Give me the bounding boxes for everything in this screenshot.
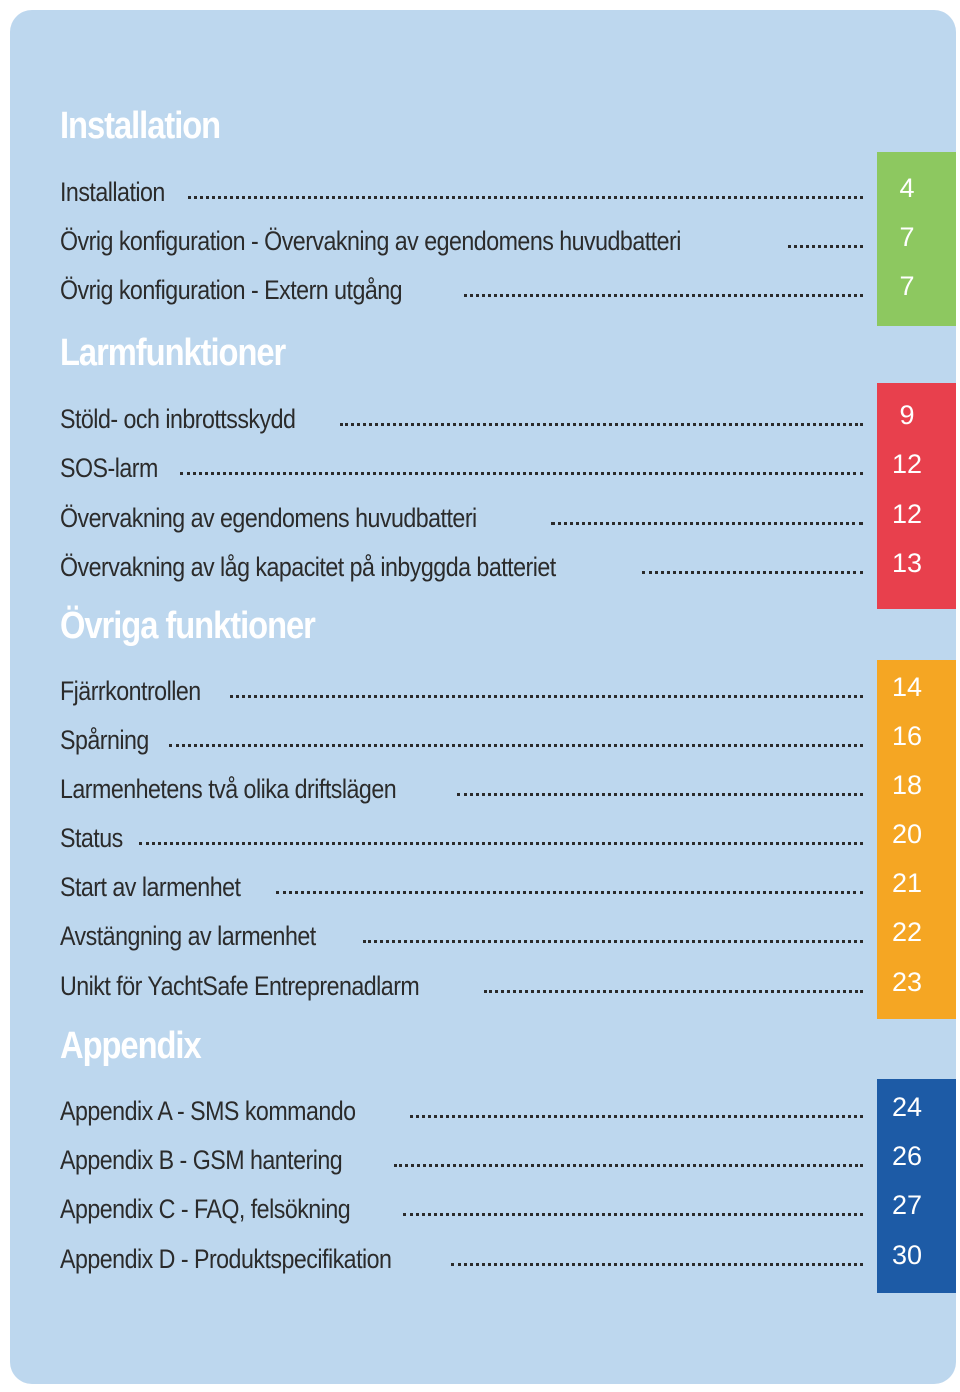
- toc-entry[interactable]: [60, 814, 863, 854]
- toc-entry[interactable]: [60, 716, 863, 756]
- toc-entry-label: Installation: [60, 177, 165, 207]
- toc-entry-label: Appendix D - Produktspecifikation: [60, 1244, 392, 1274]
- toc-entry[interactable]: [60, 765, 863, 805]
- toc-page-number: 14: [891, 672, 923, 702]
- leader-dots: [180, 472, 863, 475]
- toc-entry[interactable]: [60, 1185, 863, 1225]
- toc-entry-label: Övervakning av egendomens huvudbatteri: [60, 503, 477, 533]
- toc-entry[interactable]: [60, 444, 863, 484]
- section-title-appendix: Appendix: [60, 1025, 201, 1067]
- leader-dots: [363, 940, 863, 943]
- toc-page-number: 23: [891, 967, 923, 997]
- toc-entry[interactable]: [60, 1136, 863, 1176]
- toc-entry[interactable]: [60, 962, 863, 1002]
- leader-dots: [788, 245, 863, 248]
- leader-dots: [410, 1115, 863, 1118]
- toc-entry-label: Fjärrkontrollen: [60, 676, 201, 706]
- toc-page-number: 4: [899, 173, 915, 203]
- toc-entry[interactable]: [60, 395, 863, 435]
- toc-entry-label: Övervakning av låg kapacitet på inbyggda batteriet: [60, 552, 556, 582]
- toc-entry-label: Övrig konfiguration - Extern utgång: [60, 275, 403, 305]
- toc-page-number: 16: [891, 721, 923, 751]
- toc-page-number: 12: [891, 449, 923, 479]
- toc-entry-label: Start av larmenhet: [60, 872, 241, 902]
- leader-dots: [484, 990, 863, 993]
- leader-dots: [340, 423, 863, 426]
- toc-entry-label: Larmenhetens två olika driftslägen: [60, 774, 397, 804]
- toc-entry-label: Stöld- och inbrottsskydd: [60, 404, 296, 434]
- toc-entry[interactable]: [60, 494, 863, 534]
- leader-dots: [276, 891, 863, 894]
- leader-dots: [169, 744, 863, 747]
- toc-page-number: 13: [891, 548, 923, 578]
- toc-entry[interactable]: [60, 217, 863, 257]
- toc-entry[interactable]: [60, 1087, 863, 1127]
- toc-page-number: 7: [899, 271, 915, 301]
- toc-entry-label: SOS-larm: [60, 453, 158, 483]
- toc-entry-label: Unikt för YachtSafe Entreprenadlarm: [60, 971, 420, 1001]
- section-title-larmfunktioner: Larmfunktioner: [60, 332, 286, 374]
- leader-dots: [403, 1213, 863, 1216]
- toc-entry[interactable]: [60, 1235, 863, 1275]
- toc-entry-label: Avstängning av larmenhet: [60, 921, 316, 951]
- toc-page-number: 30: [891, 1240, 923, 1270]
- leader-dots: [551, 522, 863, 525]
- toc-entry[interactable]: [60, 543, 863, 583]
- toc-entry[interactable]: [60, 168, 863, 208]
- toc-entry-label: Övrig konfiguration - Övervakning av egendomens huvudbatteri: [60, 226, 681, 256]
- toc-page-number: 20: [891, 819, 923, 849]
- leader-dots: [464, 294, 863, 297]
- leader-dots: [457, 793, 863, 796]
- leader-dots: [230, 695, 863, 698]
- section-title-ovriga-funktioner: Övriga funktioner: [60, 605, 315, 647]
- leader-dots: [642, 571, 863, 574]
- toc-page-number: 27: [891, 1190, 923, 1220]
- toc-page-number: 7: [899, 222, 915, 252]
- toc-page-number: 9: [899, 400, 915, 430]
- toc-page-number: 21: [891, 868, 923, 898]
- toc-page-number: 24: [891, 1092, 923, 1122]
- toc-page-number: 26: [891, 1141, 923, 1171]
- toc-entry-label: Appendix A - SMS kommando: [60, 1096, 356, 1126]
- toc-entry[interactable]: [60, 667, 863, 707]
- toc-page-number: 12: [891, 499, 923, 529]
- toc-entry-label: Spårning: [60, 725, 149, 755]
- toc-entry[interactable]: [60, 912, 863, 952]
- toc-entry[interactable]: [60, 266, 863, 306]
- section-title-installation: Installation: [60, 105, 221, 147]
- toc-entry-label: Appendix B - GSM hantering: [60, 1145, 343, 1175]
- leader-dots: [394, 1164, 863, 1167]
- toc-entry[interactable]: [60, 863, 863, 903]
- toc-page-number: 22: [891, 917, 923, 947]
- leader-dots: [451, 1263, 863, 1266]
- leader-dots: [139, 842, 863, 845]
- toc-page-number: 18: [891, 770, 923, 800]
- toc-entry-label: Status: [60, 823, 123, 853]
- toc-entry-label: Appendix C - FAQ, felsökning: [60, 1194, 351, 1224]
- leader-dots: [188, 196, 863, 199]
